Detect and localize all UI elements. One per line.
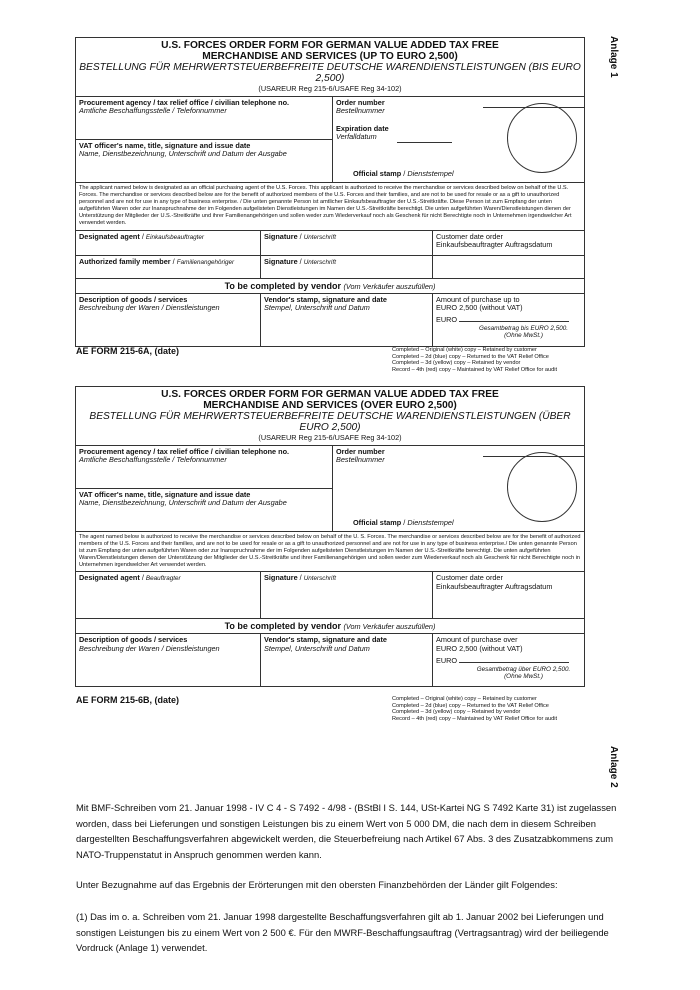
form-a-vendor-banner [76,279,584,294]
form-b-copy-4: Record – 4th (red) copy – Maintained by VAT Relief Office for audit [392,715,557,722]
form-a-customer-date-label-de: Einkaufsbeauftragter Auftragsdatum [436,239,553,249]
form-b-customer-date-field[interactable] [433,572,584,618]
form-b-signature-label-de: Unterschrift [303,575,336,583]
form-b-description-label-de: Beschreibung der Waren / Dienstleistungen [79,643,220,653]
form-a-official-stamp-caption: Official stamp / Dienststempel [353,169,454,178]
form-b-amount-field[interactable] [433,634,584,686]
form-b-agency-field[interactable] [76,446,332,489]
form-b-copy-1: Completed – Original (white) copy – Retained by customer [392,696,537,702]
form-a-agency-label: Procurement agency / tax relief office / civilian telephone no. [79,98,290,107]
order-form-b [75,386,585,687]
form-a-vendor-stamp-field[interactable] [261,294,433,346]
form-a-family-signature-label: Signature [264,256,298,266]
form-b-amount-label: Amount of purchase over [436,635,518,645]
form-b-official-stamp-label-de: Dienststempel [407,518,454,527]
form-a-copy-2: Completed – 2d (blue) copy – Returned to the VAT Relief Office [392,353,549,360]
form-a-family-member-label: Authorized family member [79,256,171,266]
form-a-description-label-de: Beschreibung der Waren / Dienstleistungen [79,302,220,312]
form-b-copy-distribution [392,696,557,722]
body-paragraph-1: Mit BMF-Schreiben vom 21. Januar 1998 - IV C 4 - S 7492 - 4/98 - (BStBl I S. 144, USt-Kartei NG S 7492 Karte 31) ist zugelassen worden, dass bei Lieferungen und sonstigen Leistungen bis zu einem Wert von 5 000 DM, die nach dem in diesem Schreiben dargestellten Beschaffungsverfahren abgewickelt werden, die Steuerbefreiung nach Artikel 67 Abs. 3 des Zusatzabkommens zum NATO-Truppenstatut in Anspruch genommen werden kann. [76,802,617,860]
form-a-family-signature-field[interactable]: Signature / Unterschrift [261,256,433,278]
form-b-euro-label: EURO [436,656,458,666]
body-paragraph-2: Unter Bezugnahme auf das Ergebnis der Erörterungen mit den obersten Finanzbehörden der Länder gilt Folgendes: [76,879,558,890]
body-paragraph-3: (1) Das im o. a. Schreiben vom 21. Januar 1998 dargestellte Beschaffungsverfahren gilt ab 1. Januar 2002 bei Lieferungen und sonstigen Leistungen bis zu einem Wert von 2 500 €. Für den MWRF-Beschaffungsauftrag (Vertragsantrag) wird der beiliegende Vordruck (Anlage 1) verwendet. [76,911,609,953]
form-b-agency-label: Procurement agency / tax relief office / civilian telephone no. [79,447,290,456]
form-a-family-signature-label-de: Unterschrift [303,258,336,266]
form-a-customer-date-label: Customer date order [436,231,503,241]
form-b-vat-officer-label: VAT officer's name, title, signature and issue date [79,490,251,499]
form-a-agency-field[interactable] [76,97,332,140]
form-b-official-stamp-label: Official stamp [353,518,402,527]
form-a-order-number-label: Order number [336,98,385,107]
form-b-order-block [333,446,584,531]
form-a-copy-1: Completed – Original (white) copy – Retained by customer [392,347,537,353]
form-b-customer-date-label-de: Einkaufsbeauftragter Auftragsdatum [436,581,553,591]
form-b-designated-agent-label-de: Beauftragter [145,575,181,583]
form-a-vendor-heading-de: (Vom Verkäufer auszufüllen) [343,281,436,291]
order-form-a [75,37,585,347]
form-a-official-stamp-label-de: Dienststempel [407,169,454,178]
form-a-signature-field[interactable]: Signature / Unterschrift [261,231,433,255]
form-b-agency-row [76,446,584,532]
form-a-number: AE FORM 215-6A, (date) [76,346,180,356]
form-a-expiration-line [397,142,452,143]
form-a-family-blank [433,256,584,278]
form-b-agent-row [76,572,584,619]
form-a-euro-label: EURO [436,315,458,325]
form-b-official-stamp-caption: Official stamp / Dienststempel [353,518,454,527]
form-a-official-stamp-circle [507,103,577,173]
form-b-euro-line [459,662,569,663]
form-a-title-2: MERCHANDISE AND SERVICES (UP TO EURO 2,500) [202,51,458,62]
form-b-copy-3: Completed – 3d (yellow) copy – Retained by vendor [392,709,521,716]
form-b-vendor-stamp-label: Vendor's stamp, signature and date [264,635,387,645]
form-a-title-1: U.S. FORCES ORDER FORM FOR GERMAN VALUE ADDED TAX FREE [161,40,499,51]
form-a-vendor-heading-en: To be completed by vendor [224,280,341,291]
anlage-2-label: Anlage 2 [608,746,619,788]
form-a-vendor-row [76,294,584,346]
form-a-total-label: Gesamtbetrag bis EURO 2,500. [479,324,568,332]
form-a-family-row [76,256,584,279]
form-b-copy-2: Completed – 2d (blue) copy – Returned to the VAT Relief Office [392,702,549,709]
form-b-total-label-2: (Ohne MwSt.) [504,672,543,680]
form-b-designated-agent-label: Designated agent [79,573,140,583]
form-a-vat-officer-label: VAT officer's name, title, signature and issue date [79,141,251,150]
form-b-terms-row [76,532,584,572]
form-b-vendor-heading-en: To be completed by vendor [224,621,341,632]
form-b-order-number-label-de: Bestellnummer [336,455,385,465]
form-a-expiration-label-de: Verfalldatum [336,132,377,142]
form-b-title-2: MERCHANDISE AND SERVICES (OVER EURO 2,500) [203,400,457,411]
form-a-copy-distribution [392,347,557,373]
form-a-signature-label-de: Unterschrift [303,233,336,241]
form-a-amount-field[interactable] [433,294,584,346]
form-b-signature-field[interactable]: Signature / Unterschrift [261,572,433,618]
form-a-order-number-label-de: Bestellnummer [336,106,385,116]
form-b-terms-text: The agent named below is authorized to receive the merchandise or services described below on behalf of the U. S. Forces. The merchandise or services described below are for the benefit of authorized members of the U.S. Forces and their families, and are not to be used for resale or as a gift to unauthorized personnel and are not for use in any type of business enterprise./ Die unten genannte Person ist zum Empfang der unten aufgeführten Waren oder zur Inanspruchnahme der im Folgenden aufgelisteten Dienstleistungen im Namen der U.S.-Streitkräfte berechtigt. Die unten aufgeführten Waren/Dienstleistungen dienen der Unterstützung der Mitglieder der U.S.-Streitkräfte und ihrer Familienangehörigen und sollen weder zum Wiederverkauf noch als Geschenk für nicht Berechtigte noch in Unternehmen irgendwelcher Art verwendet werden. [79,534,581,569]
form-b-total-label: Gesamtbetrag über EURO 2,500. [476,665,571,673]
form-a-euro-line [459,321,569,322]
form-a-agency-label-de: Amtliche Beschaffungsstelle / Telefonnummer [79,106,227,116]
form-a-copy-3: Completed – 3d (yellow) copy – Retained by vendor [392,360,521,367]
form-b-customer-date-label: Customer date order [436,573,503,583]
form-a-amount-label: Amount of purchase up to [436,294,520,304]
form-b-vendor-heading-de: (Vom Verkäufer auszufüllen) [343,622,436,632]
form-a-designated-agent-field[interactable]: Designated agent / Einkaufsbeauftragter [76,231,261,255]
form-b-vendor-heading [76,619,584,633]
form-a-vendor-heading [76,279,584,293]
form-a-amount-label-2: EURO 2,500 (without VAT) [436,302,523,312]
form-a-vendor-stamp-label-de: Stempel, Unterschrift und Datum [264,302,370,312]
form-a-terms-text: The applicant named below is designated as an official purchasing agent of the U.S. Forces. This applicant is authorized to receive the merchandise or services described below on behalf of the U.S. Forces. The merchandise or services described below are for the benefit of authorized members of the U.S. Forces and their families, and are not to be used for resale or as a gift to unauthorized personnel and are not for use in any type of business enterprise. / Die unten genannte Person ist amtlicher Einkaufsbeauftragter der U.S.-Streitkräfte. Diese Person ist zum Empfang der unten aufgeführten Waren oder zur Inanspruchnahme der im Folgenden aufgelisteten Dienstleistungen im Namen der U.S.-Streitkräfte berechtigt. Die unten aufgeführten Waren/Dienstleistungen dienen der Unterstützung der Mitglieder der U.S.-Streitkräfte und ihrer Familienangehörigen und sollen weder zum Wiederverkauf noch als Geschenk für nicht Berechtigte noch in Unternehmen irgendwelcher Art verwendet werden. [79,185,572,227]
form-a-designated-agent-label-de: Einkaufsbeauftragter [145,233,205,241]
form-a-family-member-field[interactable]: Authorized family member / Familienangehöriger [76,256,261,278]
form-b-vat-officer-label-de: Name, Dienstbezeichnung, Unterschrift und Datum der Ausgabe [79,498,287,508]
form-b-vat-officer-field[interactable] [76,489,332,531]
form-a-vendor-stamp-label: Vendor's stamp, signature and date [264,294,387,304]
form-a-designated-agent-label: Designated agent [79,231,140,241]
form-a-order-block [333,97,584,182]
form-b-official-stamp-circle [507,452,577,522]
form-b-vendor-row [76,634,584,686]
form-b-designated-agent-field[interactable]: Designated agent / Beauftragter [76,572,261,618]
form-b-signature-label: Signature [264,573,298,583]
form-a-description-label: Description of goods / services [79,294,188,304]
form-a-agency-row [76,97,584,183]
form-b-title-german: BESTELLUNG FÜR MEHRWERTSTEUERBEFREITE DEUTSCHE WARENDIENSTLEISTUNGEN (ÜBER EURO 2,500) [89,411,571,433]
form-a-regulation: (USAREUR Reg 215-6/USAFE Reg 34-102) [258,84,402,93]
form-b-title-1: U.S. FORCES ORDER FORM FOR GERMAN VALUE ADDED TAX FREE [161,389,499,400]
form-b-agency-label-de: Amtliche Beschaffungsstelle / Telefonnummer [79,455,227,465]
form-a-total-label-2: (Ohne MwSt.) [504,331,543,339]
form-a-vat-officer-field[interactable] [76,140,332,182]
form-b-description-field[interactable] [76,634,261,686]
form-b-description-label: Description of goods / services [79,635,188,645]
form-b-vendor-stamp-field[interactable] [261,634,433,686]
form-a-title-german: BESTELLUNG FÜR MEHRWERTSTEUERBEFREITE DEUTSCHE WARENDIENSTLEISTUNGEN (BIS EURO 2,500) [79,62,581,84]
form-a-copy-4: Record – 4th (red) copy – Maintained by VAT Relief Office for audit [392,366,557,373]
form-a-vat-officer-label-de: Name, Dienstbezeichnung, Unterschrift und Datum der Ausgabe [79,149,287,159]
form-a-terms-row [76,183,584,231]
form-a-expiration-label: Expiration date [336,123,389,133]
form-a-signature-label: Signature [264,231,298,241]
form-b-vendor-stamp-label-de: Stempel, Unterschrift und Datum [264,643,370,653]
form-a-description-field[interactable] [76,294,261,346]
form-a-header [76,38,584,97]
form-b-header [76,387,584,446]
form-b-vendor-banner [76,619,584,634]
form-b-regulation: (USAREUR Reg 215-6/USAFE Reg 34-102) [258,433,402,442]
form-a-customer-date-field[interactable] [433,231,584,255]
anlage-1-label: Anlage 1 [608,36,619,78]
form-a-family-member-label-de: Familienangehöriger [176,258,235,266]
form-a-official-stamp-label: Official stamp [353,169,402,178]
form-b-order-number-label: Order number [336,447,385,456]
form-b-amount-label-2: EURO 2,500 (without VAT) [436,643,523,653]
form-a-agent-row [76,231,584,256]
form-b-number: AE FORM 215-6B, (date) [76,695,180,705]
